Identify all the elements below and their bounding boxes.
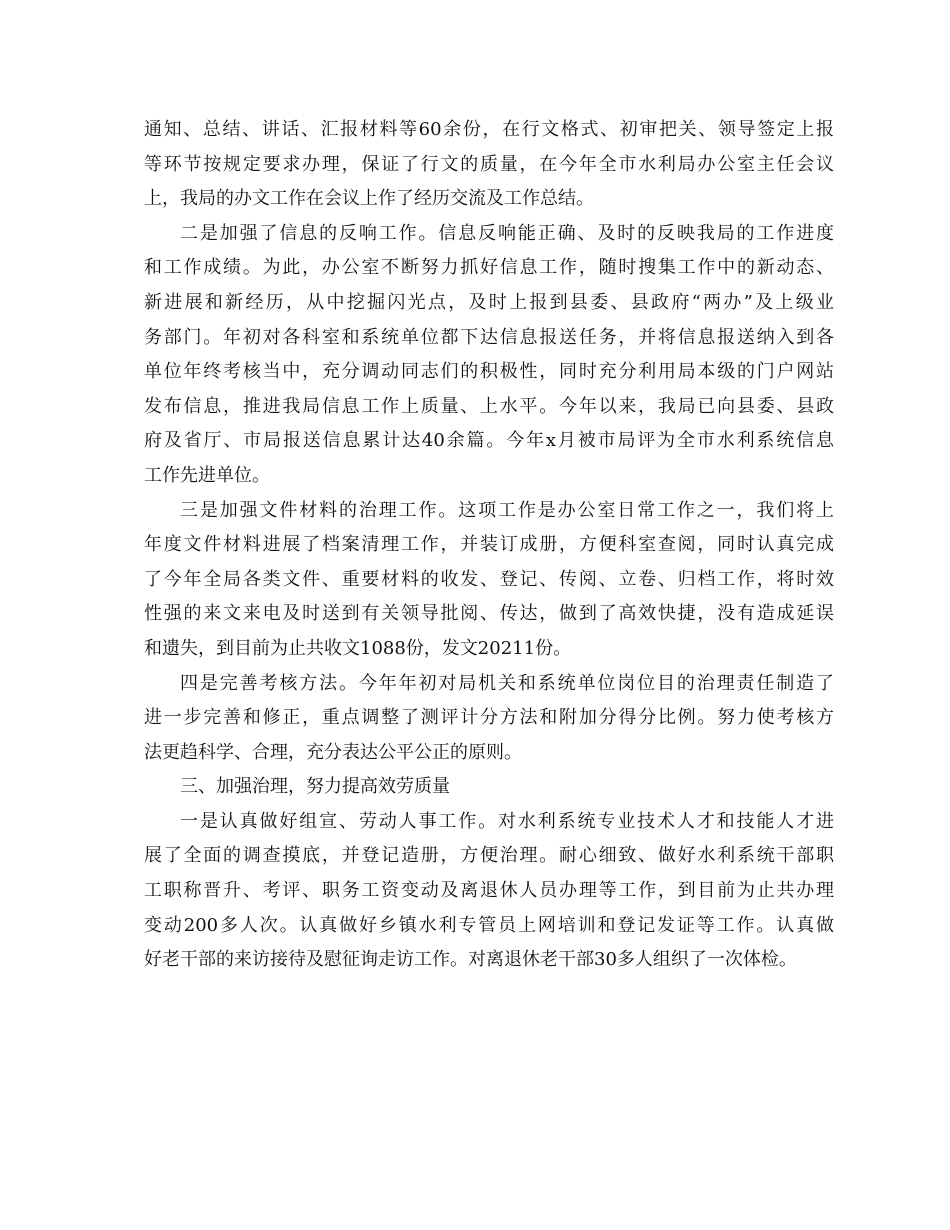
text-line: 进一步完善和修正，重点调整了测评计分方法和附加分得分比例。努力使考核方 xyxy=(144,707,834,729)
text-line: 等环节按规定要求办理，保证了行文的质量，在今年全市水利局办公室主任会议 xyxy=(144,153,834,175)
document-body xyxy=(144,113,834,978)
text-line: 展了全面的调查摸底，并登记造册，方便治理。耐心细致、做好水利系统干部职 xyxy=(144,845,834,867)
text-line: 工职称晋升、考评、职务工资变动及离退休人员办理等工作，到目前为止共办理 xyxy=(144,880,834,902)
text-line: 和工作成绩。为此，办公室不断努力抓好信息工作，随时搜集工作中的新动态、 xyxy=(144,257,834,279)
text-line: 年度文件材料进展了档案清理工作，并装订成册，方便科室查阅，同时认真完成 xyxy=(144,534,834,556)
text-line: 变动200多人次。认真做好乡镇水利专管员上网培训和登记发证等工作。认真做 xyxy=(144,914,834,936)
text-line: 法更趋科学、合理，充分表达公平公正的原则。 xyxy=(144,741,522,763)
text-line: 通知、总结、讲话、汇报材料等60余份，在行文格式、初审把关、领导签定上报 xyxy=(144,119,834,140)
section-heading: 三、加强治理，努力提高效劳质量 xyxy=(180,776,450,798)
text-line: 发布信息，推进我局信息工作上质量、上水平。今年以来，我局已向县委、县政 xyxy=(144,395,834,417)
text-line: 了今年全局各类文件、重要材料的收发、登记、传阅、立卷、归档工作，将时效 xyxy=(144,568,834,590)
text-line: 性强的来文来电及时送到有关领导批阅、传达，做到了高效快捷，没有造成延误 xyxy=(144,603,834,625)
text-line: 三是加强文件材料的治理工作。这项工作是办公室日常工作之一，我们将上 xyxy=(180,499,834,521)
text-line: 好老干部的来访接待及慰征询走访工作。对离退休老干部30多人组织了一次体检。 xyxy=(144,949,797,971)
text-line: 上，我局的办文工作在会议上作了经历交流及工作总结。 xyxy=(144,188,594,210)
text-line: 四是完善考核方法。今年年初对局机关和系统单位岗位目的治理责任制造了 xyxy=(180,672,834,694)
text-line: 单位年终考核当中，充分调动同志们的积极性，同时充分利用局本级的门户网站 xyxy=(144,361,834,383)
text-line: 二是加强了信息的反响工作。信息反响能正确、及时的反映我局的工作进度 xyxy=(180,222,834,244)
text-line: 和遗失，到目前为止共收文1088份，发文20211份。 xyxy=(144,637,572,659)
text-line: 一是认真做好组宣、劳动人事工作。对水利系统专业技术人才和技能人才进 xyxy=(180,810,834,832)
text-line: 务部门。年初对各科室和系统单位都下达信息报送任务，并将信息报送纳入到各 xyxy=(144,326,834,348)
text-line: 府及省厅、市局报送信息累计达40余篇。今年x月被市局评为全市水利系统信息 xyxy=(144,430,834,452)
text-line: 工作先进单位。 xyxy=(144,464,270,486)
text-line: 新进展和新经历，从中挖掘闪光点，及时上报到县委、县政府“两办”及上级业 xyxy=(144,291,834,313)
